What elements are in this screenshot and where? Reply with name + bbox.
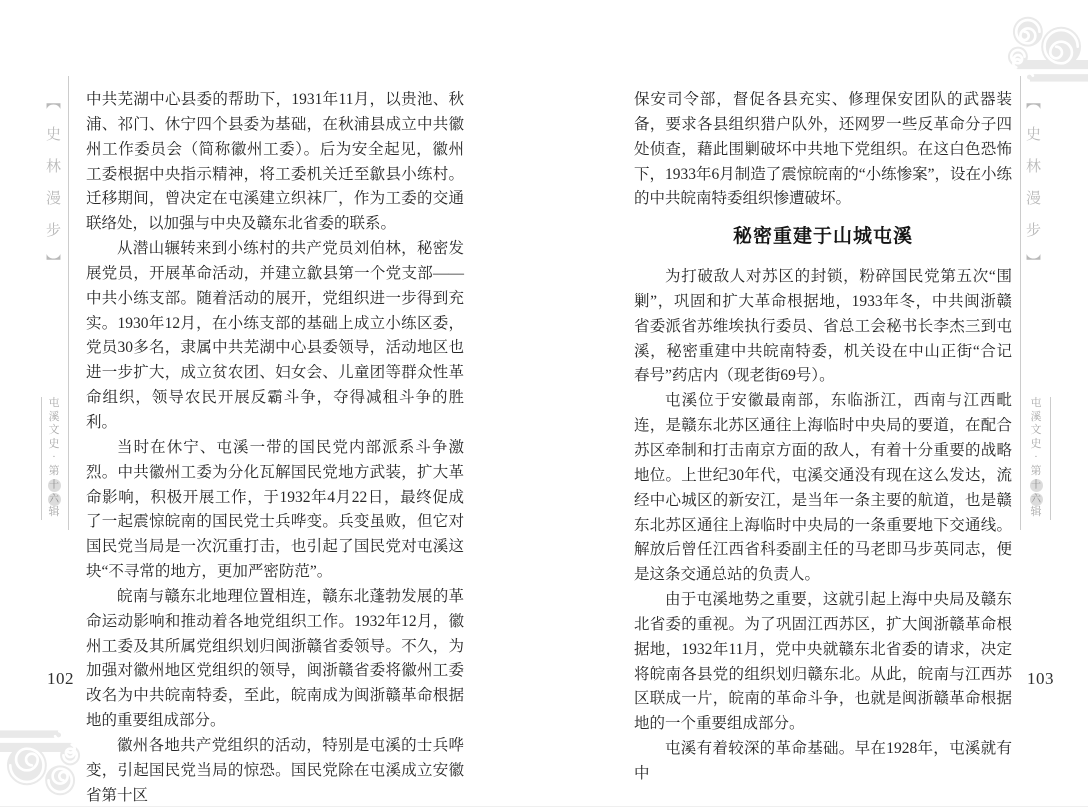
series-char-badge: 六	[49, 493, 59, 505]
series-char-badge: 十	[1031, 479, 1041, 491]
paragraph: 由于屯溪地势之重要，这就引起上海中央局及赣东北省委的重视。为了巩固江西苏区，扩大闽浙赣革命根据地，1932年11月，党中央就赣东北省委的请求，决定将皖南各县党的组织划归赣东北。从此，皖南与江西苏区联成一片，皖南的革命斗争，也就是闽浙赣革命根据地的一个重要组成部分。	[634, 591, 1012, 733]
cloud-ornament-icon	[0, 712, 100, 812]
section-heading: 秘密重建于山城屯溪	[732, 226, 913, 248]
series-char-badge: 十	[49, 479, 59, 491]
paragraph: 中共芜湖中心县委的帮助下，1931年11月，以贵池、秋浦、祁门、休宁四个县委为基础，在秋浦县成立中共徽州工作委员会（简称徽州工委）。后为安全起见，徽州工委根据中央指示精神，将工委机关迁至歙县小练村。迁移期间，曾决定在屯溪建立织袜厂，作为工委的交通联络处，以加强与中央及赣东北省委的联系。	[86, 91, 464, 233]
series-char: 史	[1030, 437, 1042, 450]
series-label-line	[41, 397, 42, 520]
margin-divider-line	[1020, 76, 1021, 530]
paragraph: 徽州各地共产党组织的活动，特别是屯溪的士兵哗变，引起国民党当局的惊恐。国民党除在屯溪成立安徽省第十区	[86, 736, 464, 804]
series-label	[46, 397, 62, 520]
series-char: 史	[48, 437, 60, 450]
margin-divider-line	[68, 76, 69, 530]
right-page-text-column	[634, 88, 1012, 787]
page-number-right: 103	[1027, 669, 1054, 688]
series-char: 辑	[1030, 506, 1042, 518]
margin-section-label: 【史林漫步】	[1024, 94, 1040, 286]
series-char: 第	[48, 464, 60, 477]
cloud-ornament-icon	[988, 4, 1088, 96]
page-bottom-edge-line	[0, 806, 1088, 807]
series-char: 屯	[1030, 397, 1042, 409]
paragraph: 当时在休宁、屯溪一带的国民党内部派系斗争激烈。中共徽州工委为分化瓦解国民党地方武装，扩大革命影响，积极开展工作，于1932年4月22日，最终促成了一起震惊皖南的国民党士兵哗变。兵变虽败，但它对国民党当局是一次沉重打击，也引起了国民党对屯溪这块“不寻常的地方，更加严密防范”。	[86, 438, 464, 581]
page-number-left: 102	[47, 669, 74, 688]
series-label-line	[1050, 397, 1051, 520]
series-char: ·	[52, 451, 56, 463]
series-char: 溪	[1030, 410, 1042, 423]
series-char: 屯	[48, 397, 60, 409]
series-char-badge: 六	[1031, 493, 1041, 505]
paragraph: 从潜山辗转来到小练村的共产党员刘伯林，秘密发展党员，开展革命活动，并建立歙县第一个党支部——中共小练支部。随着活动的展开，党组织进一步得到充实。1930年12月，在小练支部的基础上成立小练区委，党员30多名，隶属中共芜湖中心县委领导，活动地区也进一步扩大，成立贫农团、妇女会、儿童团等群众性革命组织，领导农民开展反霸斗争，夺得减租斗争的胜利。	[86, 240, 464, 431]
paragraph: 保安司令部，督促各县充实、修理保安团队的武器装备，要求各县组织猎户队外，还网罗一些反革命分子四处侦查，藉此围剿破坏中共地下党组织。在这白色恐怖下，1933年6月制造了震惊皖南的“小练惨案”，设在小练的中共皖南特委组织惨遭破坏。	[634, 91, 1013, 208]
series-char: 辑	[48, 506, 60, 518]
paragraph: 皖南与赣东北地理位置相连，赣东北蓬勃发展的革命运动影响和推动着各地党组织工作。1932年12月，徽州工委及其所属党组织划归闽浙赣省委领导。不久，为加强对徽州地区党组织的领导，闽浙赣省委将徽州工委改名为中共皖南特委，至此，皖南成为闽浙赣革命根据地的重要组成部分。	[86, 587, 464, 730]
series-char: 溪	[48, 410, 60, 423]
series-char: 文	[1030, 424, 1042, 436]
paragraph: 为打破敌人对苏区的封锁，粉碎国民党第五次“围剿”，巩固和扩大革命根据地，1933年冬，中共闽浙赣省委派省苏维埃执行委员、省总工会秘书长李杰三到屯溪，秘密重建中共皖南特委，机关设在中山正街“合记春号”药店内（现老街69号）。	[634, 268, 1012, 385]
series-char: 第	[1030, 464, 1042, 477]
paragraph: 屯溪有着较深的革命基础。早在1928年，屯溪就有中	[634, 740, 1012, 782]
left-page-text-column	[86, 88, 464, 808]
margin-section-label: 【史林漫步】	[44, 94, 60, 286]
paragraph: 屯溪位于安徽最南部，东临浙江，西南与江西毗连，是赣东北苏区通往上海临时中央局的要道，在配合苏区牵制和打击南京方面的敌人，有着十分重要的战略地位。上世纪30年代，屯溪交通没有现在这么发达，流经中心城区的新安江，是当年一条主要的航道，也是赣东北苏区通往上海临时中央局的一条重要地下交通线。解放后曾任江西省科委副主任的马老即马步英同志，便是这条交通总站的负责人。	[634, 392, 1012, 584]
series-char: 文	[48, 424, 60, 436]
series-char: ·	[1034, 451, 1038, 463]
series-label	[1028, 397, 1044, 520]
